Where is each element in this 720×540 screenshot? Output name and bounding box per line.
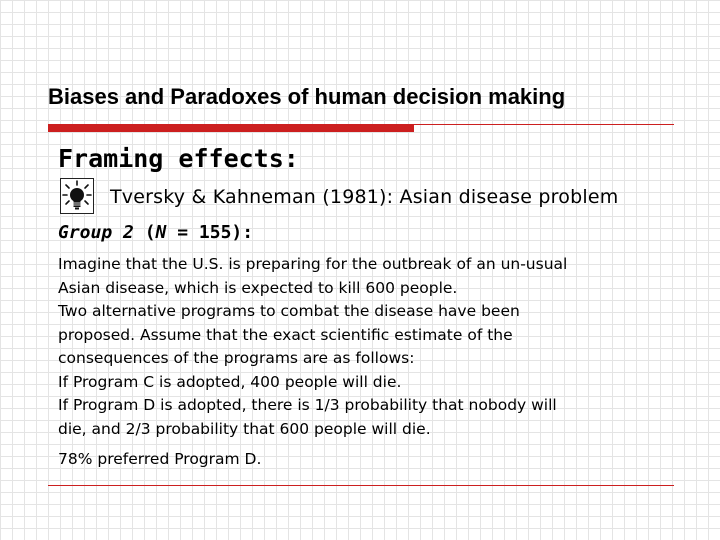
- title-accent-bar: [48, 124, 414, 132]
- body-line: Imagine that the U.S. is preparing for the outbreak of an un-usual: [58, 255, 568, 273]
- n-symbol: N: [155, 222, 167, 243]
- lightbulb-icon: [60, 178, 94, 214]
- body-line: consequences of the programs are as follows:: [58, 349, 415, 367]
- body-line: Two alternative programs to combat the disease have been: [58, 302, 520, 320]
- slide-title: Biases and Paradoxes of human decision making: [48, 84, 566, 109]
- problem-text: [58, 253, 567, 441]
- group-label: [58, 222, 253, 243]
- title-underline: [414, 124, 674, 125]
- body-line: If Program C is adopted, 400 people will die.: [58, 372, 402, 391]
- group-name: Group 2: [58, 222, 134, 243]
- section-heading: Framing effects:: [58, 144, 299, 173]
- n-value: = 155):: [166, 222, 254, 243]
- footer-divider: [48, 485, 674, 486]
- group-paren: (: [133, 222, 156, 243]
- body-line: proposed. Assume that the exact scientific estimate of the: [58, 325, 513, 344]
- bullet-text: Tversky & Kahneman (1981): Asian disease problem: [110, 186, 619, 208]
- result-text: 78% preferred Program D.: [58, 450, 262, 468]
- body-line: Asian disease, which is expected to kill 600 people.: [58, 278, 458, 297]
- body-line: If Program D is adopted, there is 1/3 probability that nobody will: [58, 396, 557, 414]
- body-line: die, and 2/3 probability that 600 people will die.: [58, 419, 431, 438]
